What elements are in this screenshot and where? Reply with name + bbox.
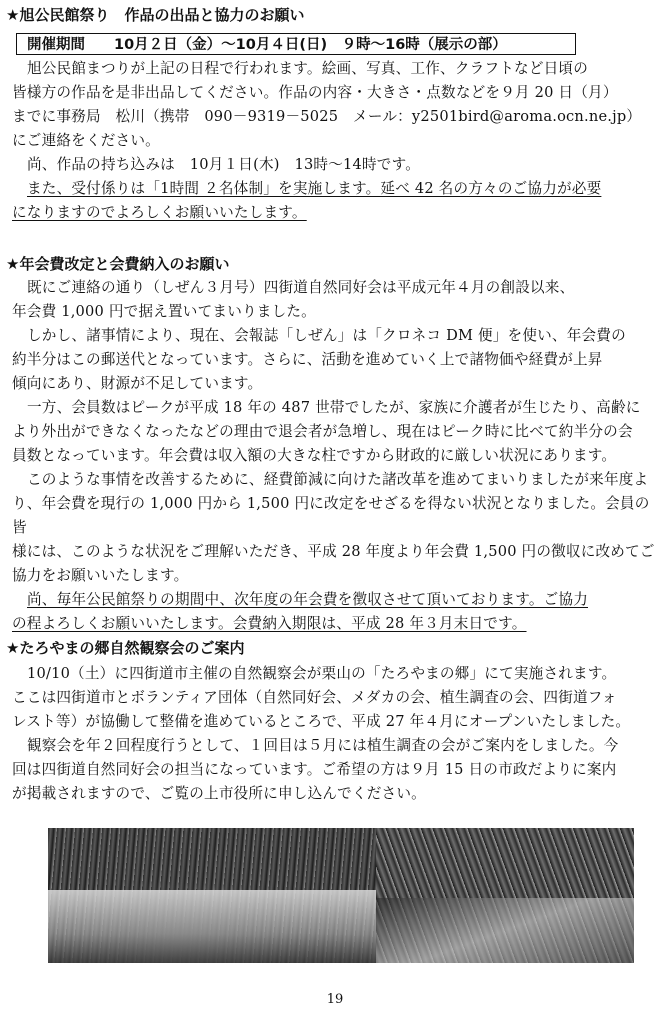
body-line: レスト等）が協働して整備を進めているところで、平成 27 年４月にオープンいたしました。: [12, 713, 631, 730]
body-line: 傾向にあり、財源が不足しています。: [12, 375, 263, 392]
body-line: までに事務局 松川（携帯 090－9319－5025 メール：y2501bird@aroma.ocn.ne.jp）: [12, 108, 642, 125]
section2-body: [12, 276, 662, 636]
body-line: 尚、毎年公民館祭りの期間中、次年度の年会費を徴収させて頂いております。ご協力: [27, 591, 588, 608]
body-line: 年会費 1,000 円で据え置いてまいりました。: [12, 303, 316, 320]
body-line: また、受付係りは「1時間 ２名体制」を実施します。延べ 42 名の方々のご協力が必要: [27, 180, 602, 197]
body-line: 員数となっています。年会費は収入額の大きな柱ですから財政的に厳しい状況にあります。: [12, 447, 617, 464]
body-line: り、年会費を現行の 1,000 円から 1,500 円に改定をせざるを得ない状況となりました。会員の皆: [12, 495, 650, 536]
body-line: 回は四街道自然同好会の担当になっています。ご希望の方は９月 15 日の市政だよりに案内: [12, 761, 617, 778]
section1-body: [12, 57, 662, 225]
section3-body: [12, 662, 662, 806]
body-line: 協力をお願いいたします。: [12, 567, 189, 584]
section-title-taroyama-observation: ★たろやまの郷自然観察会のご案内: [6, 639, 245, 657]
body-line: 皆様方の作品を是非出品してください。作品の内容・大きさ・点数などを９月 20 日（月）: [12, 84, 618, 101]
body-line: ここは四街道市とボランティア団体（自然同好会、メダカの会、植生調査の会、四街道フォ: [12, 689, 617, 706]
body-line: 10/10（土）に四街道市主催の自然観察会が栗山の「たろやまの郷」にて実施されます。: [27, 665, 617, 682]
photo-field-workers: [48, 828, 376, 963]
body-line: このような事情を改善するために、経費節減に向けた諸改革を進めてまいりましたが来年度よ: [27, 471, 649, 488]
body-line: 一方、会員数はピークが平成 18 年の 487 世帯でしたが、家族に介護者が生じたり、高齢に: [27, 399, 641, 416]
body-line: 旭公民館まつりが上記の日程で行われます。絵画、写真、工作、クラフトなど日頃の: [27, 60, 588, 77]
section-title-kominkan-festival: ★旭公民館祭り 作品の出品と協力のお願い: [6, 6, 305, 24]
body-line: より外出ができなくなったなどの理由で退会者が急増し、現在はピーク時に比べて約半分の会: [12, 423, 633, 440]
section-title-annual-fee: ★年会費改定と会費納入のお願い: [6, 255, 230, 273]
body-line: しかし、諸事情により、現在、会報誌「しぜん」は「クロネコ DM 便」を使い、年会費の: [27, 327, 626, 344]
body-line: にご連絡をください。: [12, 132, 160, 149]
body-line: 様には、このような状況をご理解いただき、平成 28 年度より年会費 1,500 円の徴収に改めてご: [12, 543, 655, 560]
body-line: 既にご連絡の通り（しぜん３月号）四街道自然同好会は平成元年４月の創設以来、: [27, 279, 575, 296]
observation-photos: [48, 828, 634, 963]
page-number: 19: [326, 992, 344, 1007]
body-line: 尚、作品の持ち込みは 10月１日(木) 13時〜14時です。: [27, 156, 420, 173]
event-period-box: 開催期間 10月２日（金）〜10月４日(日) ９時〜16時（展示の部）: [16, 33, 576, 55]
body-line: になりますのでよろしくお願いいたします。: [12, 204, 307, 221]
body-line: が掲載されますので、ご覧の上市役所に申し込んでください。: [12, 785, 426, 802]
photo-hikers-on-trail: [376, 828, 634, 963]
body-line: の程よろしくお願いいたします。会費納入期限は、平成 28 年３月末日です。: [12, 615, 527, 632]
body-line: 約半分はこの郵送代となっています。さらに、活動を進めていく上で諸物価や経費が上昇: [12, 351, 603, 368]
body-line: 観察会を年２回程度行うとして、１回目は５月には植生調査の会がご案内をしました。今: [27, 737, 619, 754]
